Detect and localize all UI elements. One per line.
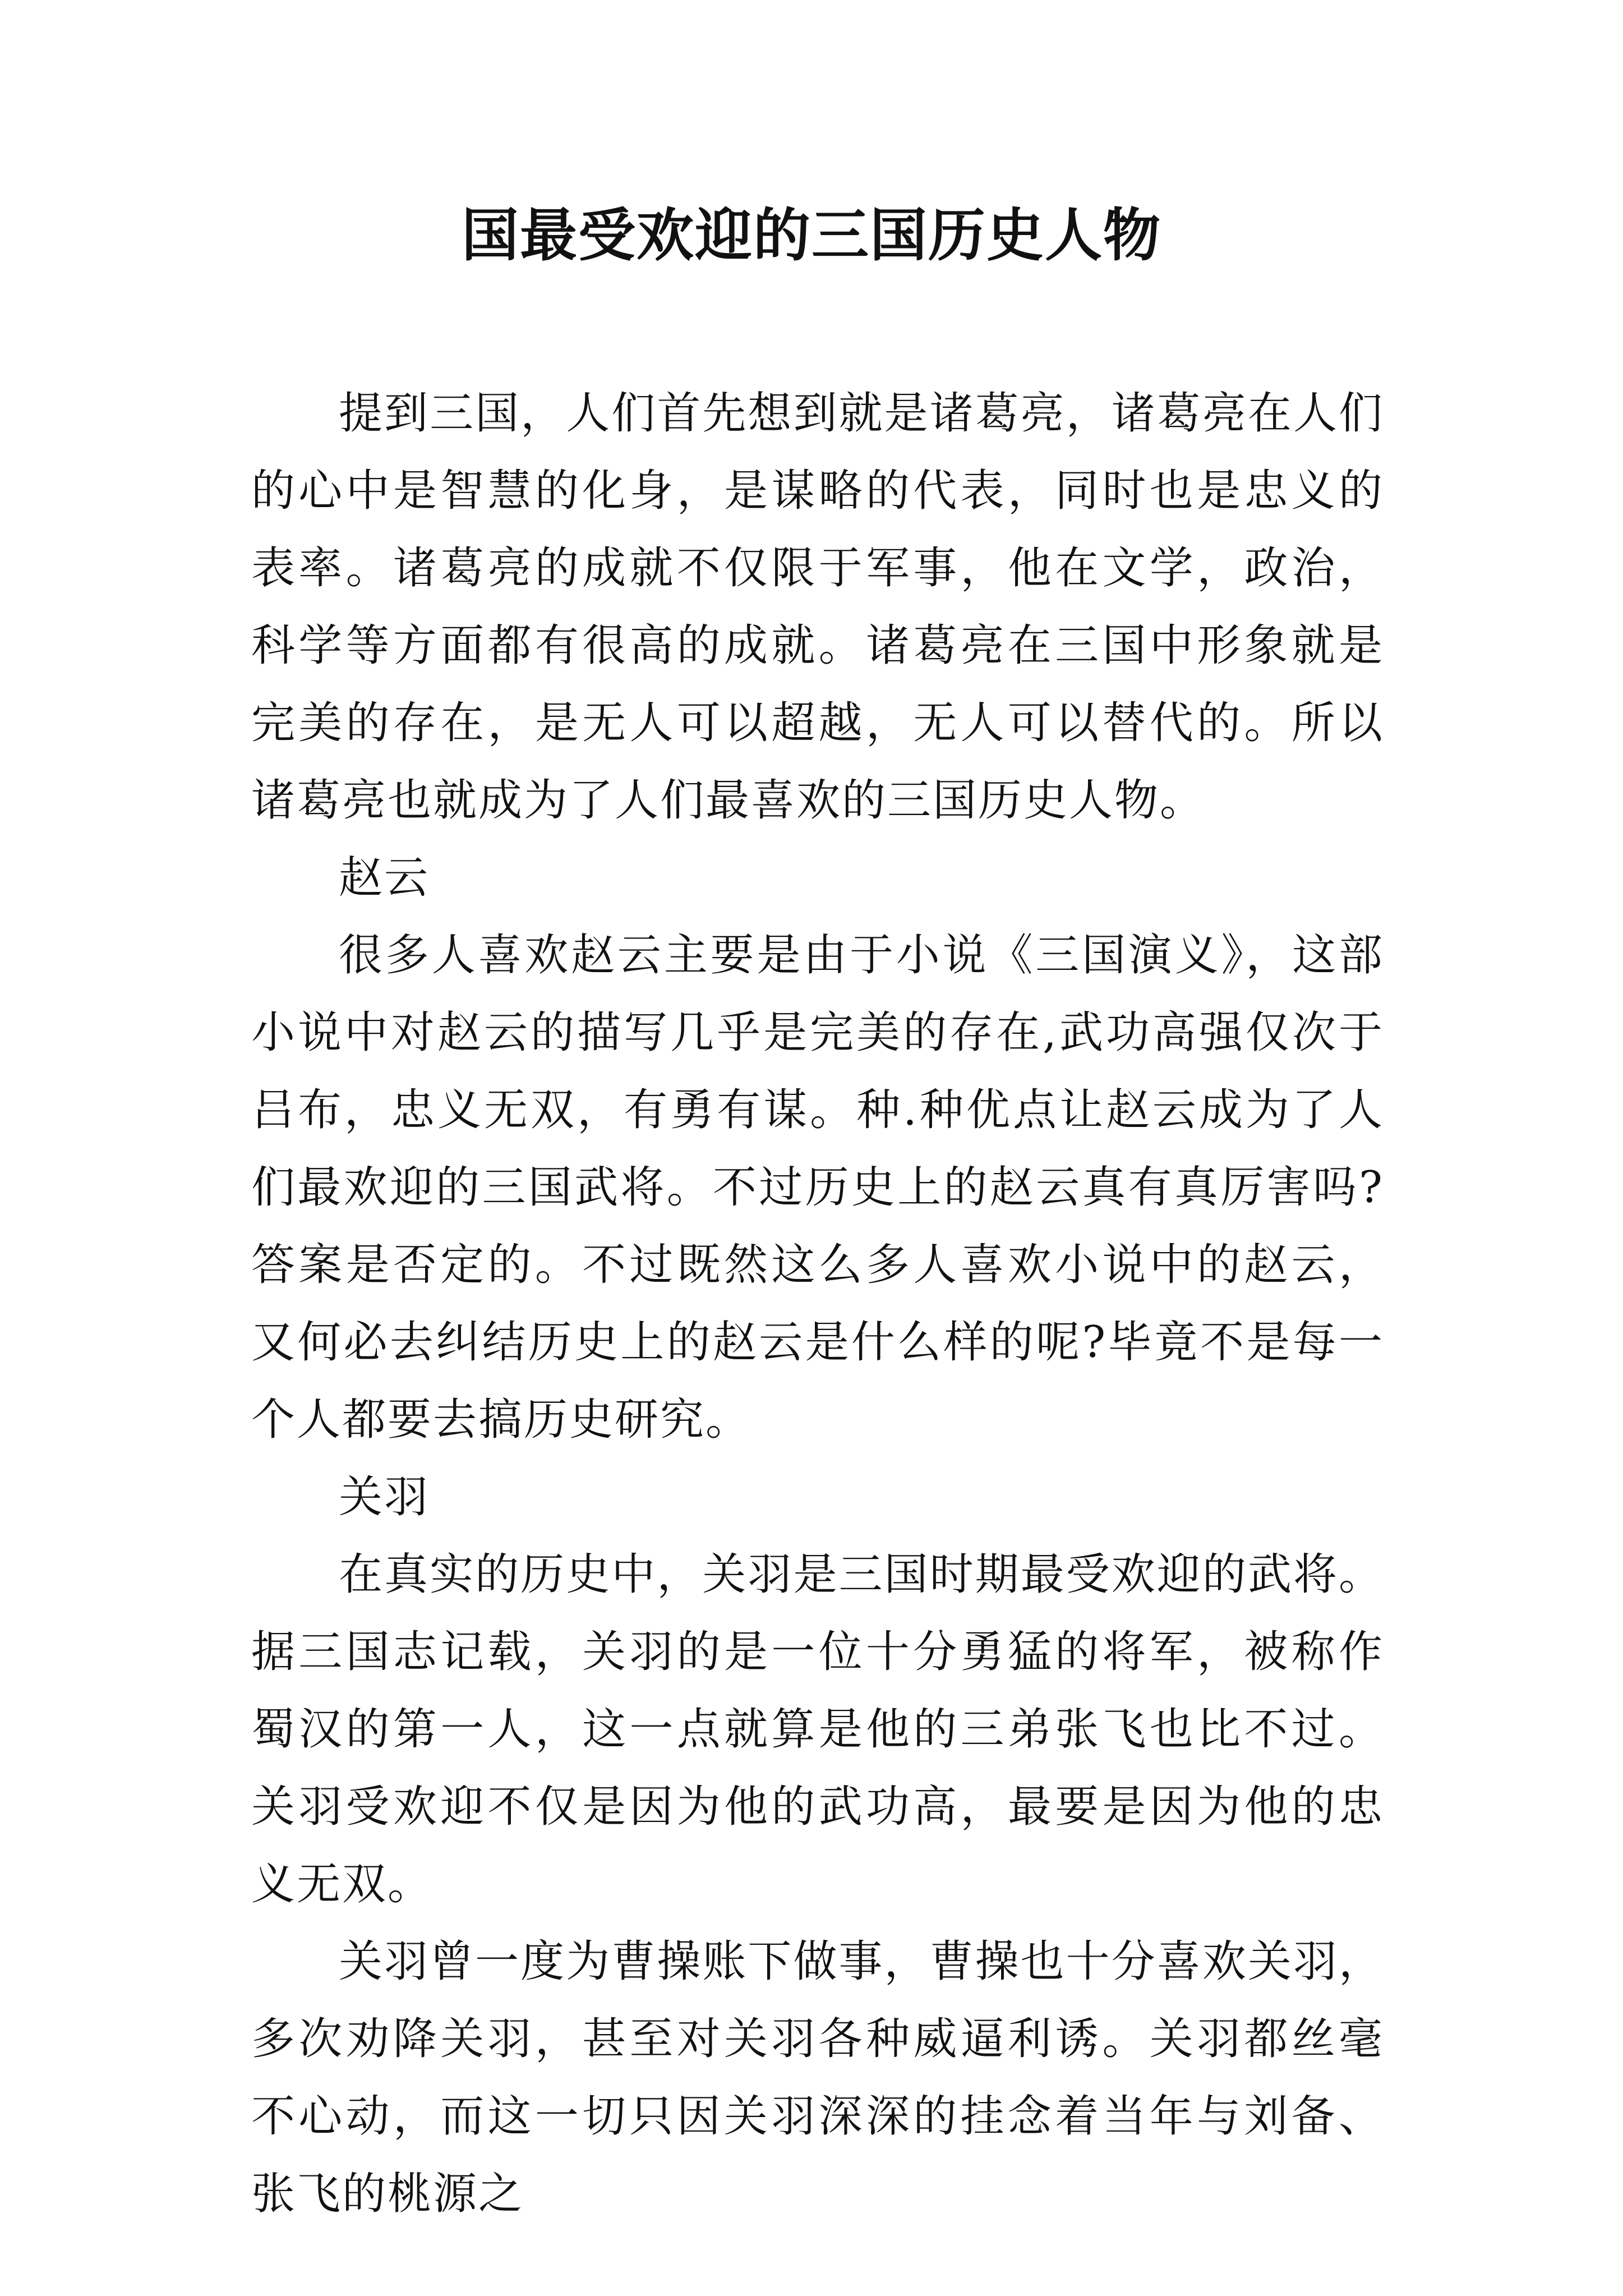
document-body (251, 375, 1384, 2233)
section-heading-guan-yu: 关羽 (339, 1472, 430, 1522)
section-heading-zhao-yun: 赵云 (339, 853, 430, 903)
document-title: 国最受欢迎的三国历史人物 (462, 202, 1161, 269)
paragraph-guan-yu-1: 在真实的历史中，关羽是三国时期最受欢迎的武将。据三国志记载，关羽的是一位十分勇猛的将军，被称作蜀汉的第一人，这一点就算是他的三弟张飞也比不过。关羽受欢迎不仅是因为他的武功高，最要是因为他的忠义无双。 (251, 1549, 1384, 1910)
paragraph-guan-yu-2: 关羽曾一度为曹操账下做事，曹操也十分喜欢关羽，多次劝降关羽，甚至对关羽各种威逼利诱。关羽都丝毫不心动，而这一切只因关羽深深的挂念着当年与刘备、张飞的桃源之 (251, 1936, 1384, 2219)
paragraph-zhuge-liang: 提到三国，人们首先想到就是诸葛亮，诸葛亮在人们的心中是智慧的化身，是谋略的代表，同时也是忠义的表率。诸葛亮的成就不仅限于军事，他在文学，政治，科学等方面都有很高的成就。诸葛亮在三国中形象就是完美的存在，是无人可以超越，无人可以替代的。所以诸葛亮也就成为了人们最喜欢的三国历史人物。 (251, 388, 1384, 826)
paragraph-zhao-yun: 很多人喜欢赵云主要是由于小说《三国演义》，这部小说中对赵云的描写几乎是完美的存在,武功高强仅次于吕布，忠义无双，有勇有谋。种.种优点让赵云成为了人们最欢迎的三国武将。不过历史上的赵云真有真厉害吗?答案是否定的。不过既然这么多人喜欢小说中的赵云，又何必去纠结历史上的赵云是什么样的呢?毕竟不是每一个人都要去搞历史研究。 (251, 930, 1384, 1445)
